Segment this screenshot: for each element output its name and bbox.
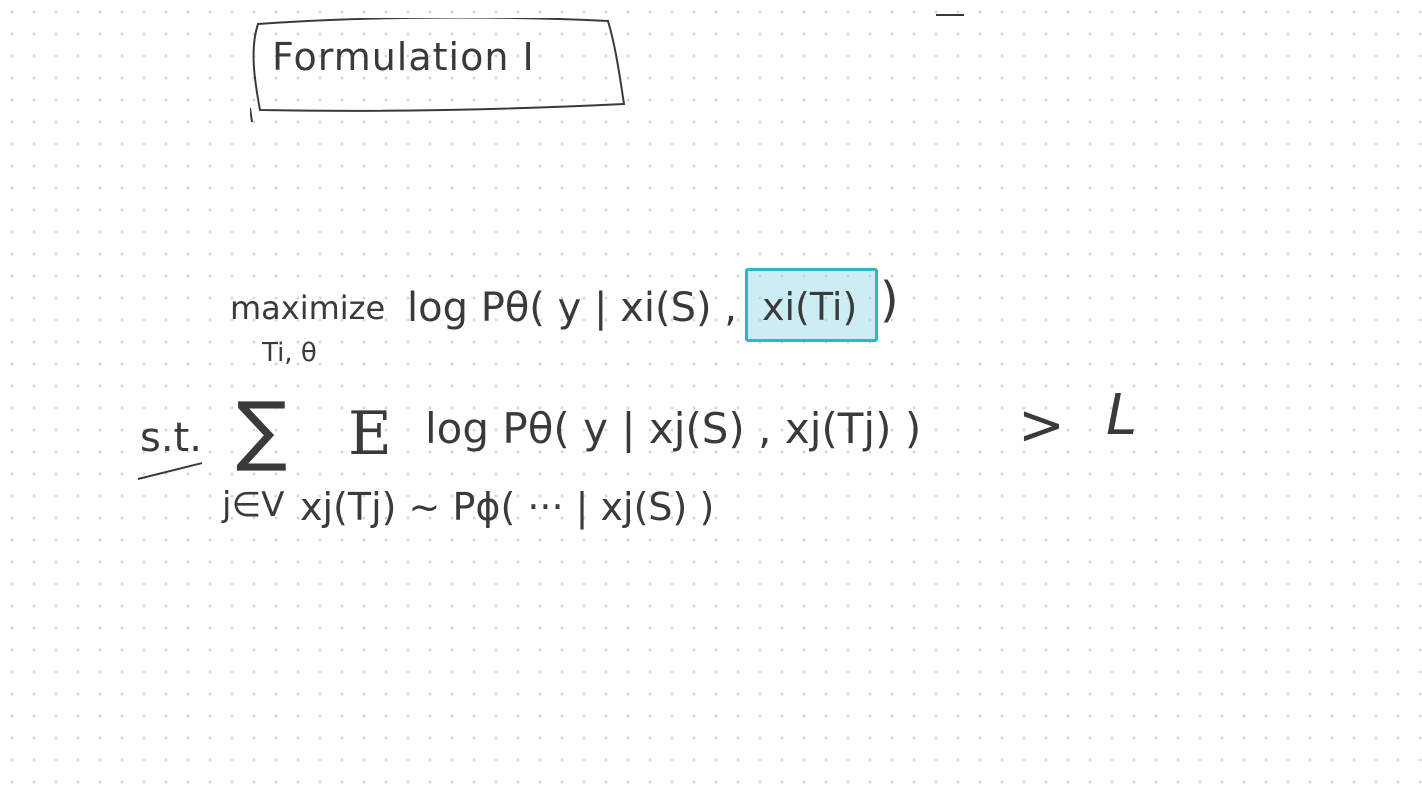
sum-symbol: ∑ [236,385,288,474]
constraint-expression: log Pθ( y | xj(S) , xj(Tj) ) [425,404,922,453]
expectation-symbol: E [348,399,392,469]
prefix-underline [138,462,203,480]
sampling-expression: xj(Tj) ~ Pϕ( ··· | xj(S) ) [300,485,715,529]
highlighted-term: xi(Ti) [762,285,858,329]
objective-variables: Ti, θ [262,338,317,368]
constraint-prefix: s.t. [140,415,202,461]
objective-expression: log Pθ( y | xi(S) , [407,285,737,331]
constraint-operator: > [1018,393,1065,458]
objective-closing-paren: ) [880,272,899,328]
objective-verb: maximize [230,289,386,327]
stray-mark [936,14,964,16]
sum-index: j∈V [222,485,285,525]
constraint-bound: L [1106,383,1138,448]
page-title: Formulation I [272,35,535,79]
